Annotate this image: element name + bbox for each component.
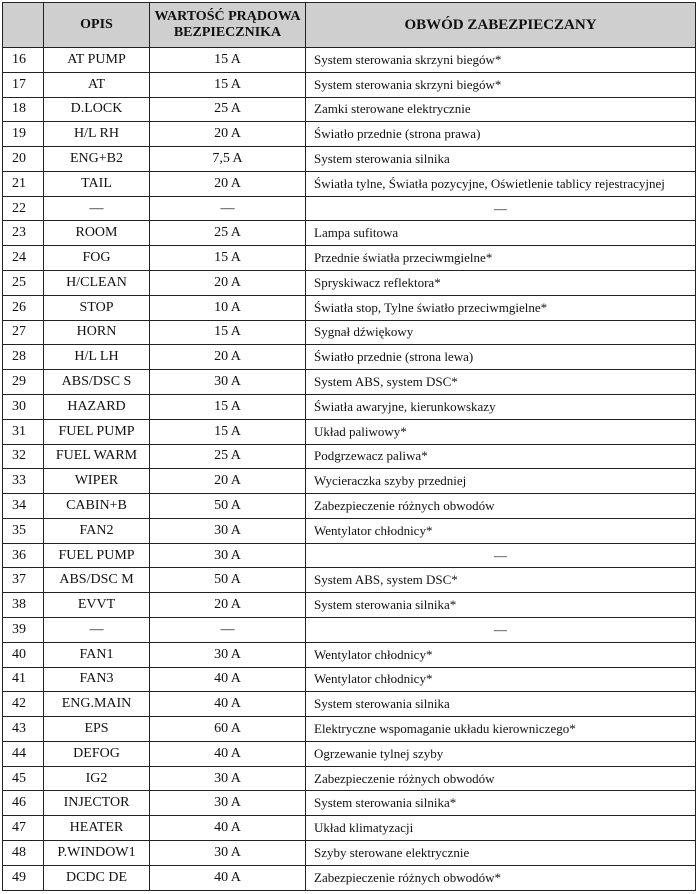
fuse-current-rating: 30 A <box>150 370 306 395</box>
header-current-rating-line2: BEZPIECZNIKA <box>173 25 282 40</box>
fuse-label: HORN <box>44 320 150 345</box>
fuse-label: HEATER <box>44 816 150 841</box>
table-row <box>3 791 696 816</box>
fuse-current-rating: 15 A <box>150 394 306 419</box>
fuse-label: D.LOCK <box>44 97 150 122</box>
table-row <box>3 494 696 519</box>
fuse-current-rating: 40 A <box>150 816 306 841</box>
table-row <box>3 543 696 568</box>
fuse-label: FUEL PUMP <box>44 419 150 444</box>
protected-circuit: Elektryczne wspomaganie układu kierowniczego* <box>306 717 696 742</box>
fuse-label: EPS <box>44 717 150 742</box>
fuse-number: 46 <box>3 791 44 816</box>
fuse-label: ENG.MAIN <box>44 692 150 717</box>
table-row <box>3 196 696 221</box>
fuse-label: FAN1 <box>44 642 150 667</box>
fuse-table-body <box>3 48 696 891</box>
fuse-current-rating: 25 A <box>150 444 306 469</box>
fuse-number: 31 <box>3 419 44 444</box>
fuse-current-rating: 15 A <box>150 72 306 97</box>
fuse-number: 44 <box>3 741 44 766</box>
fuse-number: 16 <box>3 48 44 73</box>
protected-circuit: Zabezpieczenie różnych obwodów <box>306 766 696 791</box>
fuse-number: 24 <box>3 246 44 271</box>
protected-circuit: System sterowania silnika <box>306 147 696 172</box>
fuse-label: ENG+B2 <box>44 147 150 172</box>
fuse-label: FAN2 <box>44 518 150 543</box>
fuse-current-rating: 50 A <box>150 494 306 519</box>
table-row <box>3 97 696 122</box>
fuse-label: FUEL WARM <box>44 444 150 469</box>
fuse-label: H/L RH <box>44 122 150 147</box>
fuse-label: DCDC DE <box>44 865 150 890</box>
fuse-table <box>2 2 696 891</box>
table-row <box>3 419 696 444</box>
fuse-label: FAN3 <box>44 667 150 692</box>
fuse-current-rating: 30 A <box>150 841 306 866</box>
protected-circuit: — <box>306 617 696 642</box>
table-row <box>3 271 696 296</box>
table-row <box>3 617 696 642</box>
fuse-current-rating: 15 A <box>150 320 306 345</box>
table-row <box>3 642 696 667</box>
header-row <box>3 3 696 48</box>
protected-circuit: Lampa sufitowa <box>306 221 696 246</box>
fuse-number: 36 <box>3 543 44 568</box>
fuse-label: FUEL PUMP <box>44 543 150 568</box>
table-row <box>3 667 696 692</box>
protected-circuit: Sygnał dźwiękowy <box>306 320 696 345</box>
fuse-label: AT PUMP <box>44 48 150 73</box>
protected-circuit: Światło przednie (strona lewa) <box>306 345 696 370</box>
fuse-number: 33 <box>3 469 44 494</box>
fuse-number: 45 <box>3 766 44 791</box>
fuse-number: 21 <box>3 171 44 196</box>
table-row <box>3 122 696 147</box>
fuse-current-rating: 60 A <box>150 717 306 742</box>
fuse-label: CABIN+B <box>44 494 150 519</box>
fuse-number: 27 <box>3 320 44 345</box>
fuse-number: 48 <box>3 841 44 866</box>
table-row <box>3 295 696 320</box>
fuse-label: HAZARD <box>44 394 150 419</box>
fuse-current-rating: — <box>150 196 306 221</box>
fuse-number: 30 <box>3 394 44 419</box>
fuse-label: WIPER <box>44 469 150 494</box>
fuse-number: 25 <box>3 271 44 296</box>
table-row <box>3 469 696 494</box>
table-row <box>3 841 696 866</box>
fuse-number: 19 <box>3 122 44 147</box>
table-row <box>3 865 696 890</box>
protected-circuit: Układ klimatyzacji <box>306 816 696 841</box>
fuse-current-rating: 40 A <box>150 667 306 692</box>
table-row <box>3 717 696 742</box>
protected-circuit: System ABS, system DSC* <box>306 568 696 593</box>
fuse-number: 37 <box>3 568 44 593</box>
fuse-number: 34 <box>3 494 44 519</box>
fuse-label: ROOM <box>44 221 150 246</box>
fuse-label: INJECTOR <box>44 791 150 816</box>
fuse-number: 18 <box>3 97 44 122</box>
fuse-label: FOG <box>44 246 150 271</box>
protected-circuit: System ABS, system DSC* <box>306 370 696 395</box>
fuse-current-rating: 7,5 A <box>150 147 306 172</box>
fuse-current-rating: 20 A <box>150 345 306 370</box>
table-row <box>3 593 696 618</box>
fuse-label: AT <box>44 72 150 97</box>
fuse-label: H/L LH <box>44 345 150 370</box>
table-row <box>3 345 696 370</box>
protected-circuit: System sterowania silnika* <box>306 791 696 816</box>
header-opis: OPIS <box>44 3 150 48</box>
fuse-current-rating: 15 A <box>150 419 306 444</box>
fuse-current-rating: 20 A <box>150 271 306 296</box>
fuse-current-rating: 20 A <box>150 171 306 196</box>
fuse-current-rating: — <box>150 617 306 642</box>
protected-circuit: Wentylator chłodnicy* <box>306 518 696 543</box>
fuse-label: ABS/DSC S <box>44 370 150 395</box>
table-row <box>3 221 696 246</box>
protected-circuit: — <box>306 543 696 568</box>
fuse-number: 42 <box>3 692 44 717</box>
header-current-rating <box>150 3 306 48</box>
protected-circuit: System sterowania skrzyni biegów* <box>306 72 696 97</box>
protected-circuit: Wentylator chłodnicy* <box>306 642 696 667</box>
table-row <box>3 171 696 196</box>
table-row <box>3 766 696 791</box>
table-row <box>3 48 696 73</box>
protected-circuit: Zabezpieczenie różnych obwodów* <box>306 865 696 890</box>
header-protected-circuit: OBWÓD ZABEZPIECZANY <box>306 3 696 48</box>
table-row <box>3 741 696 766</box>
fuse-number: 35 <box>3 518 44 543</box>
protected-circuit: Zabezpieczenie różnych obwodów <box>306 494 696 519</box>
fuse-label: DEFOG <box>44 741 150 766</box>
table-row <box>3 444 696 469</box>
fuse-current-rating: 10 A <box>150 295 306 320</box>
fuse-number: 22 <box>3 196 44 221</box>
fuse-current-rating: 40 A <box>150 692 306 717</box>
protected-circuit: System sterowania silnika* <box>306 593 696 618</box>
fuse-current-rating: 15 A <box>150 246 306 271</box>
protected-circuit: Szyby sterowane elektrycznie <box>306 841 696 866</box>
protected-circuit: Światła tylne, Światła pozycyjne, Oświetlenie tablicy rejestracyjnej <box>306 171 696 196</box>
table-row <box>3 518 696 543</box>
protected-circuit: Wycieraczka szyby przedniej <box>306 469 696 494</box>
table-row <box>3 147 696 172</box>
fuse-current-rating: 30 A <box>150 766 306 791</box>
protected-circuit: Ogrzewanie tylnej szyby <box>306 741 696 766</box>
protected-circuit: Układ paliwowy* <box>306 419 696 444</box>
fuse-label: IG2 <box>44 766 150 791</box>
protected-circuit: Światła awaryjne, kierunkowskazy <box>306 394 696 419</box>
fuse-current-rating: 30 A <box>150 791 306 816</box>
fuse-current-rating: 20 A <box>150 469 306 494</box>
table-row <box>3 72 696 97</box>
fuse-table-header <box>3 3 696 48</box>
fuse-current-rating: 40 A <box>150 741 306 766</box>
protected-circuit: Światła stop, Tylne światło przeciwmgielne* <box>306 295 696 320</box>
protected-circuit: Przednie światła przeciwmgielne* <box>306 246 696 271</box>
protected-circuit: Podgrzewacz paliwa* <box>306 444 696 469</box>
header-current-rating-line1: WARTOŚĆ PRĄDOWA <box>154 9 301 24</box>
fuse-current-rating: 25 A <box>150 97 306 122</box>
fuse-number: 39 <box>3 617 44 642</box>
protected-circuit: Spryskiwacz reflektora* <box>306 271 696 296</box>
fuse-current-rating: 15 A <box>150 48 306 73</box>
fuse-current-rating: 30 A <box>150 543 306 568</box>
fuse-number: 26 <box>3 295 44 320</box>
protected-circuit: System sterowania skrzyni biegów* <box>306 48 696 73</box>
protected-circuit: — <box>306 196 696 221</box>
protected-circuit: Zamki sterowane elektrycznie <box>306 97 696 122</box>
protected-circuit: Światło przednie (strona prawa) <box>306 122 696 147</box>
fuse-number: 32 <box>3 444 44 469</box>
fuse-label: — <box>44 617 150 642</box>
table-row <box>3 568 696 593</box>
fuse-current-rating: 50 A <box>150 568 306 593</box>
fuse-number: 43 <box>3 717 44 742</box>
fuse-label: H/CLEAN <box>44 271 150 296</box>
fuse-number: 40 <box>3 642 44 667</box>
table-row <box>3 370 696 395</box>
protected-circuit: Wentylator chłodnicy* <box>306 667 696 692</box>
fuse-current-rating: 20 A <box>150 593 306 618</box>
fuse-label: ABS/DSC M <box>44 568 150 593</box>
fuse-number: 28 <box>3 345 44 370</box>
fuse-label: TAIL <box>44 171 150 196</box>
table-row <box>3 816 696 841</box>
fuse-number: 47 <box>3 816 44 841</box>
table-row <box>3 394 696 419</box>
header-num-cell <box>3 3 44 48</box>
fuse-number: 23 <box>3 221 44 246</box>
fuse-label: STOP <box>44 295 150 320</box>
fuse-number: 29 <box>3 370 44 395</box>
fuse-current-rating: 25 A <box>150 221 306 246</box>
fuse-number: 38 <box>3 593 44 618</box>
fuse-label: — <box>44 196 150 221</box>
fuse-number: 41 <box>3 667 44 692</box>
fuse-current-rating: 40 A <box>150 865 306 890</box>
fuse-label: P.WINDOW1 <box>44 841 150 866</box>
fuse-current-rating: 30 A <box>150 642 306 667</box>
protected-circuit: System sterowania silnika <box>306 692 696 717</box>
table-row <box>3 692 696 717</box>
fuse-current-rating: 20 A <box>150 122 306 147</box>
fuse-label: EVVT <box>44 593 150 618</box>
fuse-current-rating: 30 A <box>150 518 306 543</box>
fuse-number: 17 <box>3 72 44 97</box>
table-row <box>3 320 696 345</box>
table-row <box>3 246 696 271</box>
fuse-number: 49 <box>3 865 44 890</box>
fuse-number: 20 <box>3 147 44 172</box>
